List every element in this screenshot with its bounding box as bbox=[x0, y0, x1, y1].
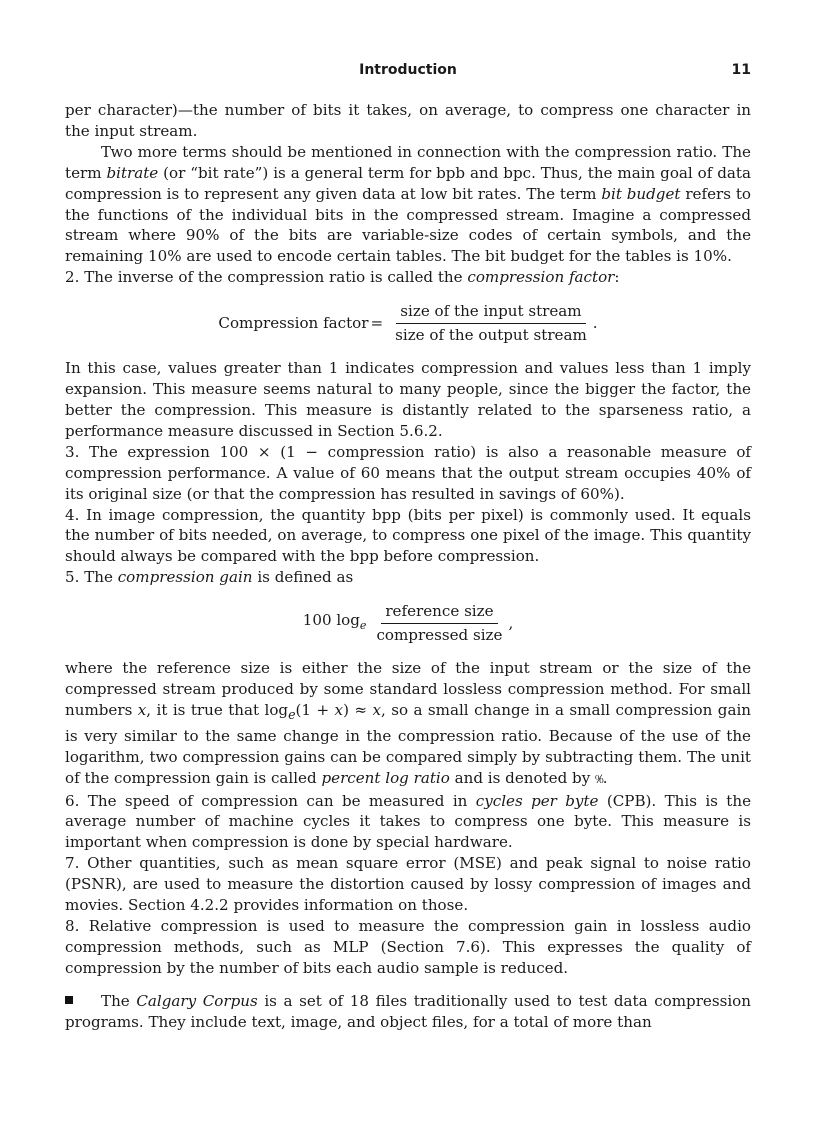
text-run: 6. The speed of compression can be measured in bbox=[65, 791, 476, 810]
emphasis: percent log ratio bbox=[321, 768, 450, 787]
text-run: , so a small change in a small compression gain is very similar to the same change in the compression ratio. Because of the use of the logarithm, two compression gains can be compared simply by subtracting them. The unit of the compression gain is called bbox=[65, 700, 751, 787]
emphasis: Calgary Corpus bbox=[136, 991, 258, 1010]
math-var: x bbox=[372, 700, 381, 719]
paragraph bbox=[65, 658, 751, 790]
text-run: The bbox=[101, 991, 137, 1010]
fraction-numerator: size of the input stream bbox=[396, 301, 585, 324]
list-item: 8. Relative compression is used to measure the compression gain in lossless audio compression methods, such as MLP (Section 7.6). This expresses the quality of compression by the number of bits each audio sample is reduced. bbox=[65, 917, 751, 977]
percent-log-ratio-symbol: ⁰⁄₀ bbox=[595, 772, 603, 786]
formula-equals: = bbox=[370, 313, 384, 332]
text-run: ) ≈ bbox=[343, 700, 373, 719]
math-var: e bbox=[288, 706, 296, 722]
text-run: (or “bit rate”) is a general term for bpb and bpc. Thus, the main goal of data compression is to represent any given data at low bit rates. The term bbox=[65, 163, 751, 203]
emphasis: compression gain bbox=[117, 568, 253, 587]
emphasis: bit budget bbox=[601, 184, 681, 203]
list-item: 4. In image compression, the quantity bpp (bits per pixel) is commonly used. It equals the number of bits needed, on average, to compress one pixel of the image. This quantity should always be compared with the bpp before compression. bbox=[65, 505, 751, 566]
text-run: (CPB). This is the average number of machine cycles it takes to compress one byte. This measure is important when compression is done by special hardware. bbox=[65, 791, 752, 852]
text-run: refers to the functions of the individual bits in the compressed stream. Imagine a compressed stream where 90% of the bits are variable-size codes of certain symbols, and the remaining 10% are used to encode certain tables. The bit budget for the tables is 10%. bbox=[65, 184, 751, 266]
list-item bbox=[65, 791, 751, 854]
log-prefix: 100 log bbox=[302, 610, 360, 629]
formula-lhs: Compression factor bbox=[218, 313, 369, 332]
text-run: and is denoted by bbox=[449, 768, 596, 787]
fraction bbox=[391, 301, 591, 346]
formula-log bbox=[303, 610, 367, 637]
log-base: e bbox=[359, 618, 367, 632]
text-run: . bbox=[602, 768, 608, 787]
fraction-numerator: reference size bbox=[381, 601, 497, 624]
text-run: 5. The bbox=[65, 568, 118, 587]
paragraph: per character)—the number of bits it takes, on average, to compress one character in the input stream. bbox=[65, 101, 751, 140]
bullet-paragraph bbox=[65, 991, 751, 1033]
paragraph: In this case, values greater than 1 indicates compression and values less than 1 imply expansion. This measure seems natural to many people, since the bigger the factor, the better the compression. This measure is distantly related to the sparseness ratio, a performance measure discussed in Section 5.6.2. bbox=[65, 359, 751, 440]
list-item bbox=[65, 567, 751, 588]
list-item: 3. The expression 100 × (1 − compression ratio) is also a reasonable measure of compression performance. A value of 60 means that the output stream occupies 40% of its original size (or that the compression has resulted in savings of 60%). bbox=[65, 442, 751, 503]
header-title: Introduction bbox=[359, 62, 457, 78]
list-item bbox=[65, 267, 751, 288]
emphasis: compression factor bbox=[467, 268, 615, 287]
square-bullet-icon bbox=[65, 996, 73, 1004]
text-run: : bbox=[614, 268, 620, 287]
text-run: where the reference size is either the size of the input stream or the size of the compressed stream produced by some standard lossless compression method. For small numbers bbox=[65, 659, 751, 719]
math-var: x bbox=[334, 700, 344, 719]
page-number: 11 bbox=[731, 62, 751, 78]
text-run: , it is true that log bbox=[146, 700, 289, 719]
formula-compression-gain bbox=[65, 598, 751, 648]
fraction-denominator: compressed size bbox=[376, 625, 503, 644]
fraction-denominator: size of the output stream bbox=[395, 325, 587, 344]
paragraph bbox=[65, 142, 751, 267]
list-item: 7. Other quantities, such as mean square error (MSE) and peak signal to noise ratio (PSNR), are used to measure the distortion caused by lossy compression of images and movies. Section 4.2.2 provides information on those. bbox=[65, 854, 751, 915]
emphasis: cycles per byte bbox=[475, 791, 599, 810]
text-run: Two more terms should be mentioned in connection with the compression ratio. The term bbox=[65, 142, 751, 182]
emphasis: bitrate bbox=[106, 163, 159, 182]
formula-end: . bbox=[592, 313, 598, 332]
text-run: is defined as bbox=[252, 568, 354, 587]
formula-end: , bbox=[508, 613, 514, 632]
math-var: x bbox=[137, 700, 147, 719]
running-header bbox=[65, 60, 751, 80]
text-run: (1 + bbox=[295, 700, 335, 719]
formula-compression-factor bbox=[65, 298, 751, 348]
text-run: 2. The inverse of the compression ratio is called the bbox=[65, 268, 468, 287]
text-run: is a set of 18 files traditionally used to test data compression programs. They include text, image, and object files, for a total of more than bbox=[65, 991, 751, 1031]
fraction bbox=[372, 601, 506, 646]
page-body bbox=[65, 100, 751, 1033]
